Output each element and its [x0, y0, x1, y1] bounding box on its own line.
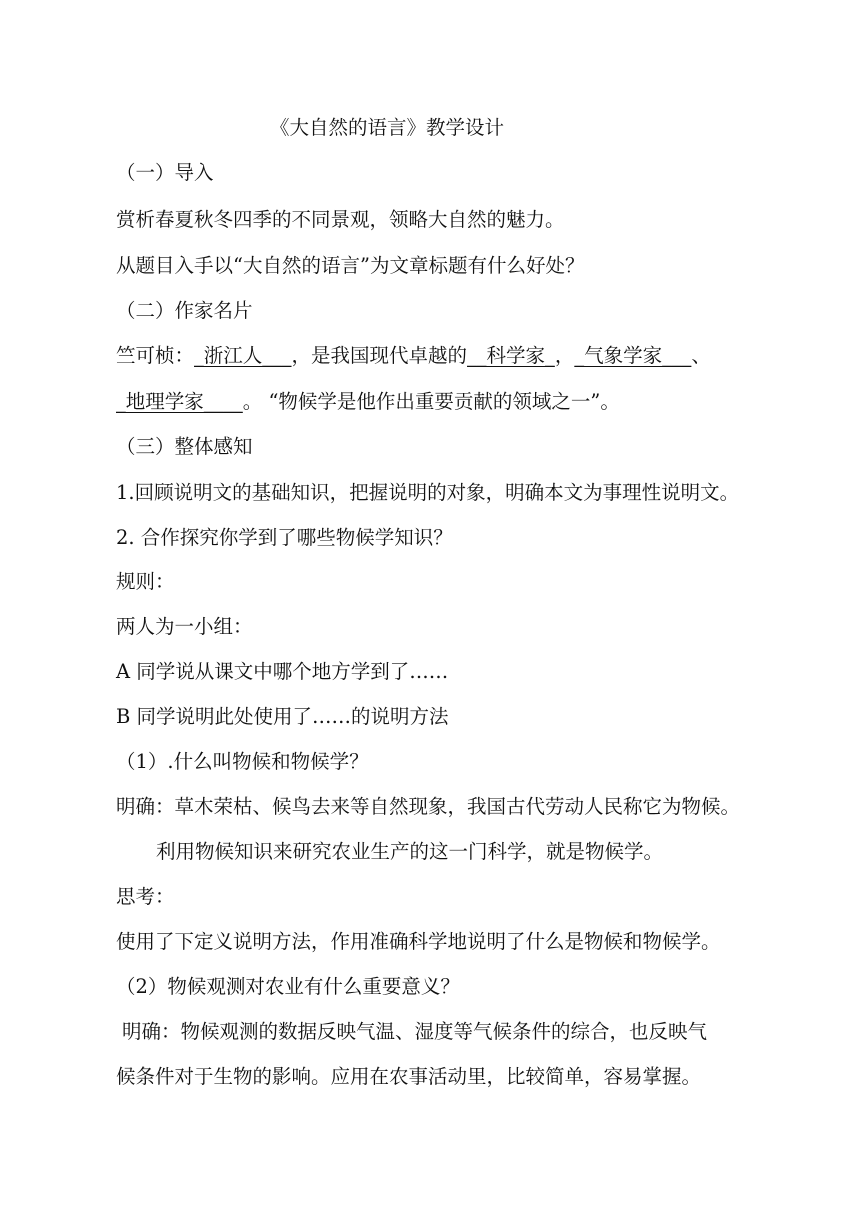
- author-line-2: [116, 389, 620, 415]
- text: 、: [691, 344, 711, 367]
- author-prefix: 竺可桢：: [116, 344, 195, 367]
- paragraph: 从题目入手以“大自然的语言”为文章标题有什么好处？: [116, 254, 585, 277]
- text: ，是我国现代卓越的: [291, 344, 468, 367]
- paragraph: 1.回顾说明文的基础知识，把握说明的对象，明确本文为事理性说明文。: [116, 481, 740, 504]
- section-heading-overview: （三）整体感知: [116, 435, 253, 458]
- author-line-1: [116, 343, 711, 369]
- paragraph: B 同学说明此处使用了……的说明方法: [116, 705, 449, 728]
- blank-geographer: _地理学家____: [116, 390, 243, 413]
- question-2: （2）物候观测对农业有什么重要意义？: [116, 975, 460, 998]
- section-heading-intro: （一）导入: [116, 161, 214, 184]
- think-answer: 使用了下定义说明方法，作用准确科学地说明了什么是物候和物候学。: [116, 930, 721, 953]
- section-heading-author: （二）作家名片: [116, 299, 253, 322]
- question-1: （1）.什么叫物候和物候学？: [116, 750, 369, 773]
- answer-2-cont: 候条件对于生物的影响。应用在农事活动里，比较简单，容易掌握。: [116, 1065, 702, 1088]
- blank-hometown: _浙江人___: [194, 344, 292, 367]
- blank-meteorologist: _气象学家___: [574, 344, 692, 367]
- paragraph: A 同学说从课文中哪个地方学到了……: [116, 660, 449, 683]
- answer-2: 明确：物候观测的数据反映气温、湿度等气候条件的综合，也反映气: [122, 1020, 708, 1043]
- paragraph: 赏析春夏秋冬四季的不同景观，领略大自然的魅力。: [116, 208, 565, 231]
- paragraph: 2. 合作探究你学到了哪些物候学知识？: [116, 526, 453, 549]
- blank-scientist: __科学家_: [467, 344, 555, 367]
- paragraph: 两人为一小组：: [116, 615, 253, 638]
- answer-1: 明确：草木荣枯、候鸟去来等自然现象，我国古代劳动人民称它为物候。: [116, 795, 741, 818]
- paragraph: 规则：: [116, 570, 175, 593]
- text: 。 “物候学是他作出重要贡献的领域之一”。: [242, 390, 620, 413]
- answer-1-cont: 利用物候知识来研究农业生产的这一门科学，就是物候学。: [156, 840, 664, 863]
- document-title: 《大自然的语言》教学设计: [270, 116, 505, 139]
- think-label: 思考：: [116, 885, 175, 908]
- text: ，: [554, 344, 575, 367]
